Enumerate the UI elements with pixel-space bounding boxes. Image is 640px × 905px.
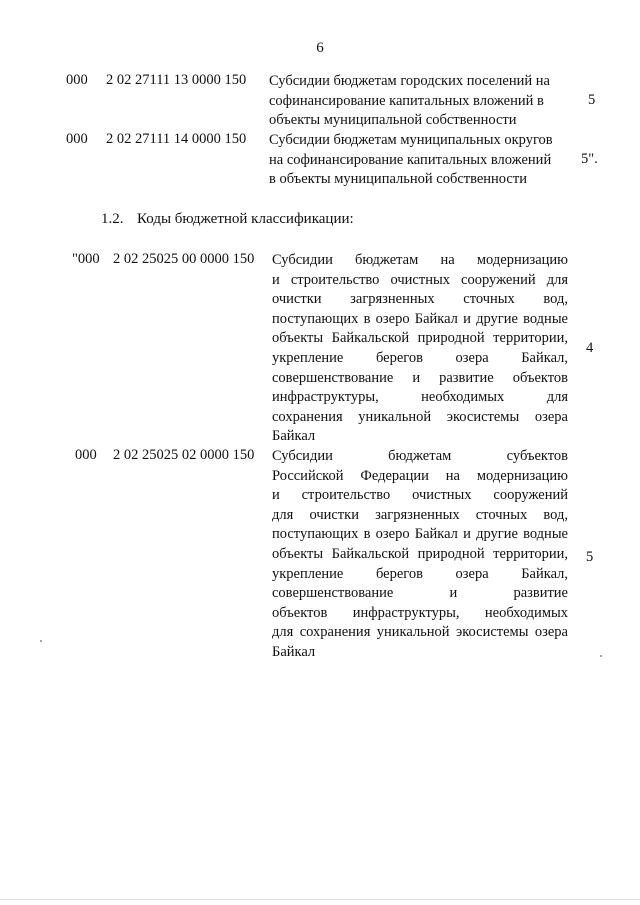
scan-edge [0, 899, 640, 900]
description-line: Российской Федерации на модернизацию [272, 467, 568, 484]
description-line: объекты Байкальской природной территории, [272, 330, 568, 347]
admin-code: "000 [72, 251, 100, 267]
row-description [269, 131, 569, 190]
admin-code: 000 [66, 72, 88, 88]
section-heading [101, 211, 354, 228]
description-line: Субсидии бюджетам муниципальных округов [269, 132, 553, 148]
row-value: 4 [586, 340, 594, 356]
description-line: поступающих в озеро Байкал и другие водные [272, 310, 568, 327]
scan-speck [600, 655, 602, 657]
description-line: инфраструктуры, необходимых для [272, 389, 568, 406]
description-line: и строительство очистных сооружений [272, 487, 568, 504]
row-value: 5". [581, 151, 598, 167]
description-line: Субсидии бюджетам городских поселений на [269, 73, 550, 89]
description-line: укрепление берегов озера Байкал, [272, 565, 568, 582]
description-line: для очистки загрязненных сточных вод, [272, 506, 568, 523]
budget-code: 2 02 27111 13 0000 150 [106, 72, 247, 88]
description-line: объектов инфраструктуры, необходимых [272, 604, 568, 621]
page-number: 6 [316, 40, 324, 56]
description-line: поступающих в озеро Байкал и другие водные [272, 526, 568, 543]
description-line: Субсидии бюджетам на модернизацию [272, 252, 568, 268]
description-line: совершенствование и развитие объектов [272, 369, 568, 386]
scan-speck [40, 640, 42, 642]
admin-code: 000 [75, 447, 97, 463]
description-line: софинансирование капитальных вложений в [269, 92, 544, 109]
description-line: объекты муниципальной собственности [269, 112, 517, 129]
section-number: 1.2. [101, 211, 124, 227]
description-line: для сохранения уникальной экосистемы озера [272, 624, 568, 641]
row-description [269, 72, 569, 131]
description-line: сохранения уникальной экосистемы озера [272, 408, 568, 425]
description-line: на софинансирование капитальных вложений [269, 151, 552, 168]
description-line: укрепление берегов озера Байкал, [272, 349, 568, 366]
description-line: Байкал [272, 428, 316, 445]
budget-code: 2 02 25025 00 0000 150 [113, 251, 255, 267]
row-description [272, 447, 568, 663]
description-line: совершенствование и развитие [272, 585, 568, 602]
budget-code: 2 02 27111 14 0000 150 [106, 131, 247, 147]
budget-code: 2 02 25025 02 0000 150 [113, 447, 255, 463]
description-line: Байкал [272, 643, 316, 660]
description-line: объекты Байкальской природной территории, [272, 545, 568, 562]
section-title: Коды бюджетной классификации: [137, 211, 354, 227]
row-value: 5 [588, 92, 596, 108]
row-description [272, 251, 568, 447]
admin-code: 000 [66, 131, 88, 147]
row-value: 5 [586, 549, 594, 565]
description-line: Субсидии бюджетам субъектов [272, 448, 568, 464]
description-line: и строительство очистных сооружений для [272, 271, 568, 288]
description-line: в объекты муниципальной собственности [269, 171, 527, 188]
description-line: очистки загрязненных сточных вод, [272, 291, 568, 308]
